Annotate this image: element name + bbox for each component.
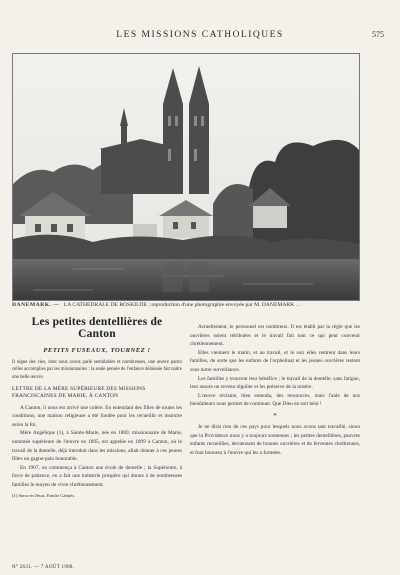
caption-text: LA CATHÉDRALE DE ROSKILDE ; reproduction d'une photographie envoyée par M. DANEMARK …: [63, 302, 302, 308]
body-paragraph: Elles viennent le matin, et au travail, et le soir elles rentrent dans leurs familles, de sorte que les enfants de l'orphelinat et les jeunes ouvrières restent sous notre surveillance.: [190, 349, 360, 373]
footnote: (1) Sœur en Jésus, Emilie Calmès.: [12, 492, 76, 498]
issue-footer: N° 2631. — 7 AOÛT 1908.: [12, 565, 75, 570]
running-title: LES MISSIONS CATHOLIQUES: [116, 30, 284, 40]
article-subtitle: PETITS FUSEAUX, TOURNEZ !: [43, 347, 151, 354]
body-paragraph: Mère Angélique (1), à Sainte-Marie, née en 1869, missionnaire de Marie, nommée supérieure de l'œuvre en 1895, est appelée en 1899 à Canton, où le travail de la dentelle, déjà introduit dans les missions, allait donner à ces jeunes filles un gagne-pain honorable.: [12, 430, 182, 463]
letter-subhead: LETTRE DE LA MÈRE SUPÉRIEURE DES MISSIONS FRANCISCAINES DE MARIE, À CANTON: [12, 385, 146, 400]
body-paragraph: En 1907, on commença à Canton une école de dentelle ; la Supérieure, à force de patience, en a fait une industrie prospère qui donne à de nombreuses familles le moyen de vivre chrétiennement.: [12, 464, 182, 489]
body-paragraph: Actuellement, le personnel est nombreux. Il est établi par la règle que les ouvrières soient rétribuées et le travail fait tout ce qui peut convenir chrétiennement.: [190, 324, 360, 348]
cathedral-photograph: [12, 53, 360, 301]
body-paragraph: Je ne dirai rien de ces pays pour lesquels nous avons tant travaillé, sinon que la Providence nous y a toujours soutenues ; les petites dentellières, pauvres enfants recueillies, deviennent de bonnes ouvrières et de ferventes chrétiennes, et font honneur à l'œuvre qui les a formées.: [190, 423, 360, 456]
page-number: 575: [372, 30, 384, 39]
body-paragraph: A Canton, il nous est arrivé une colère. En entendant des filles de toutes les conditions, une maison religieuse a été fondée pour les recueillir et instruire selon la foi.: [12, 404, 182, 428]
section-break-star-icon: *: [273, 411, 277, 420]
left-column: [12, 316, 182, 499]
body-paragraph: Les familles y trouvent leur bénéfice ; le travail de la dentelle, sans fatigue, leur assure un revenu régulier et les préserve de la misère.: [190, 375, 360, 391]
right-column: [190, 323, 360, 457]
photo-caption: [12, 302, 358, 309]
body-paragraph: L'œuvre réclame, bien entendu, des ressources, mais l'aide de nos bienfaiteurs nous permet de continuer. Que Dieu en soit béni !: [190, 392, 360, 408]
article-title: Les petites dentellières de Canton: [31, 316, 163, 340]
page-header: [10, 30, 390, 46]
caption-place: DANEMARK. —: [12, 302, 60, 308]
intro-paragraph: Il règne des vies, dont nous avons parlé semblables et nombreuses, une œuvre parmi celles accomplies par les missionnaires : la seule pensée de l'enfance délaissée fait naître une belle œuvre.: [12, 360, 182, 380]
